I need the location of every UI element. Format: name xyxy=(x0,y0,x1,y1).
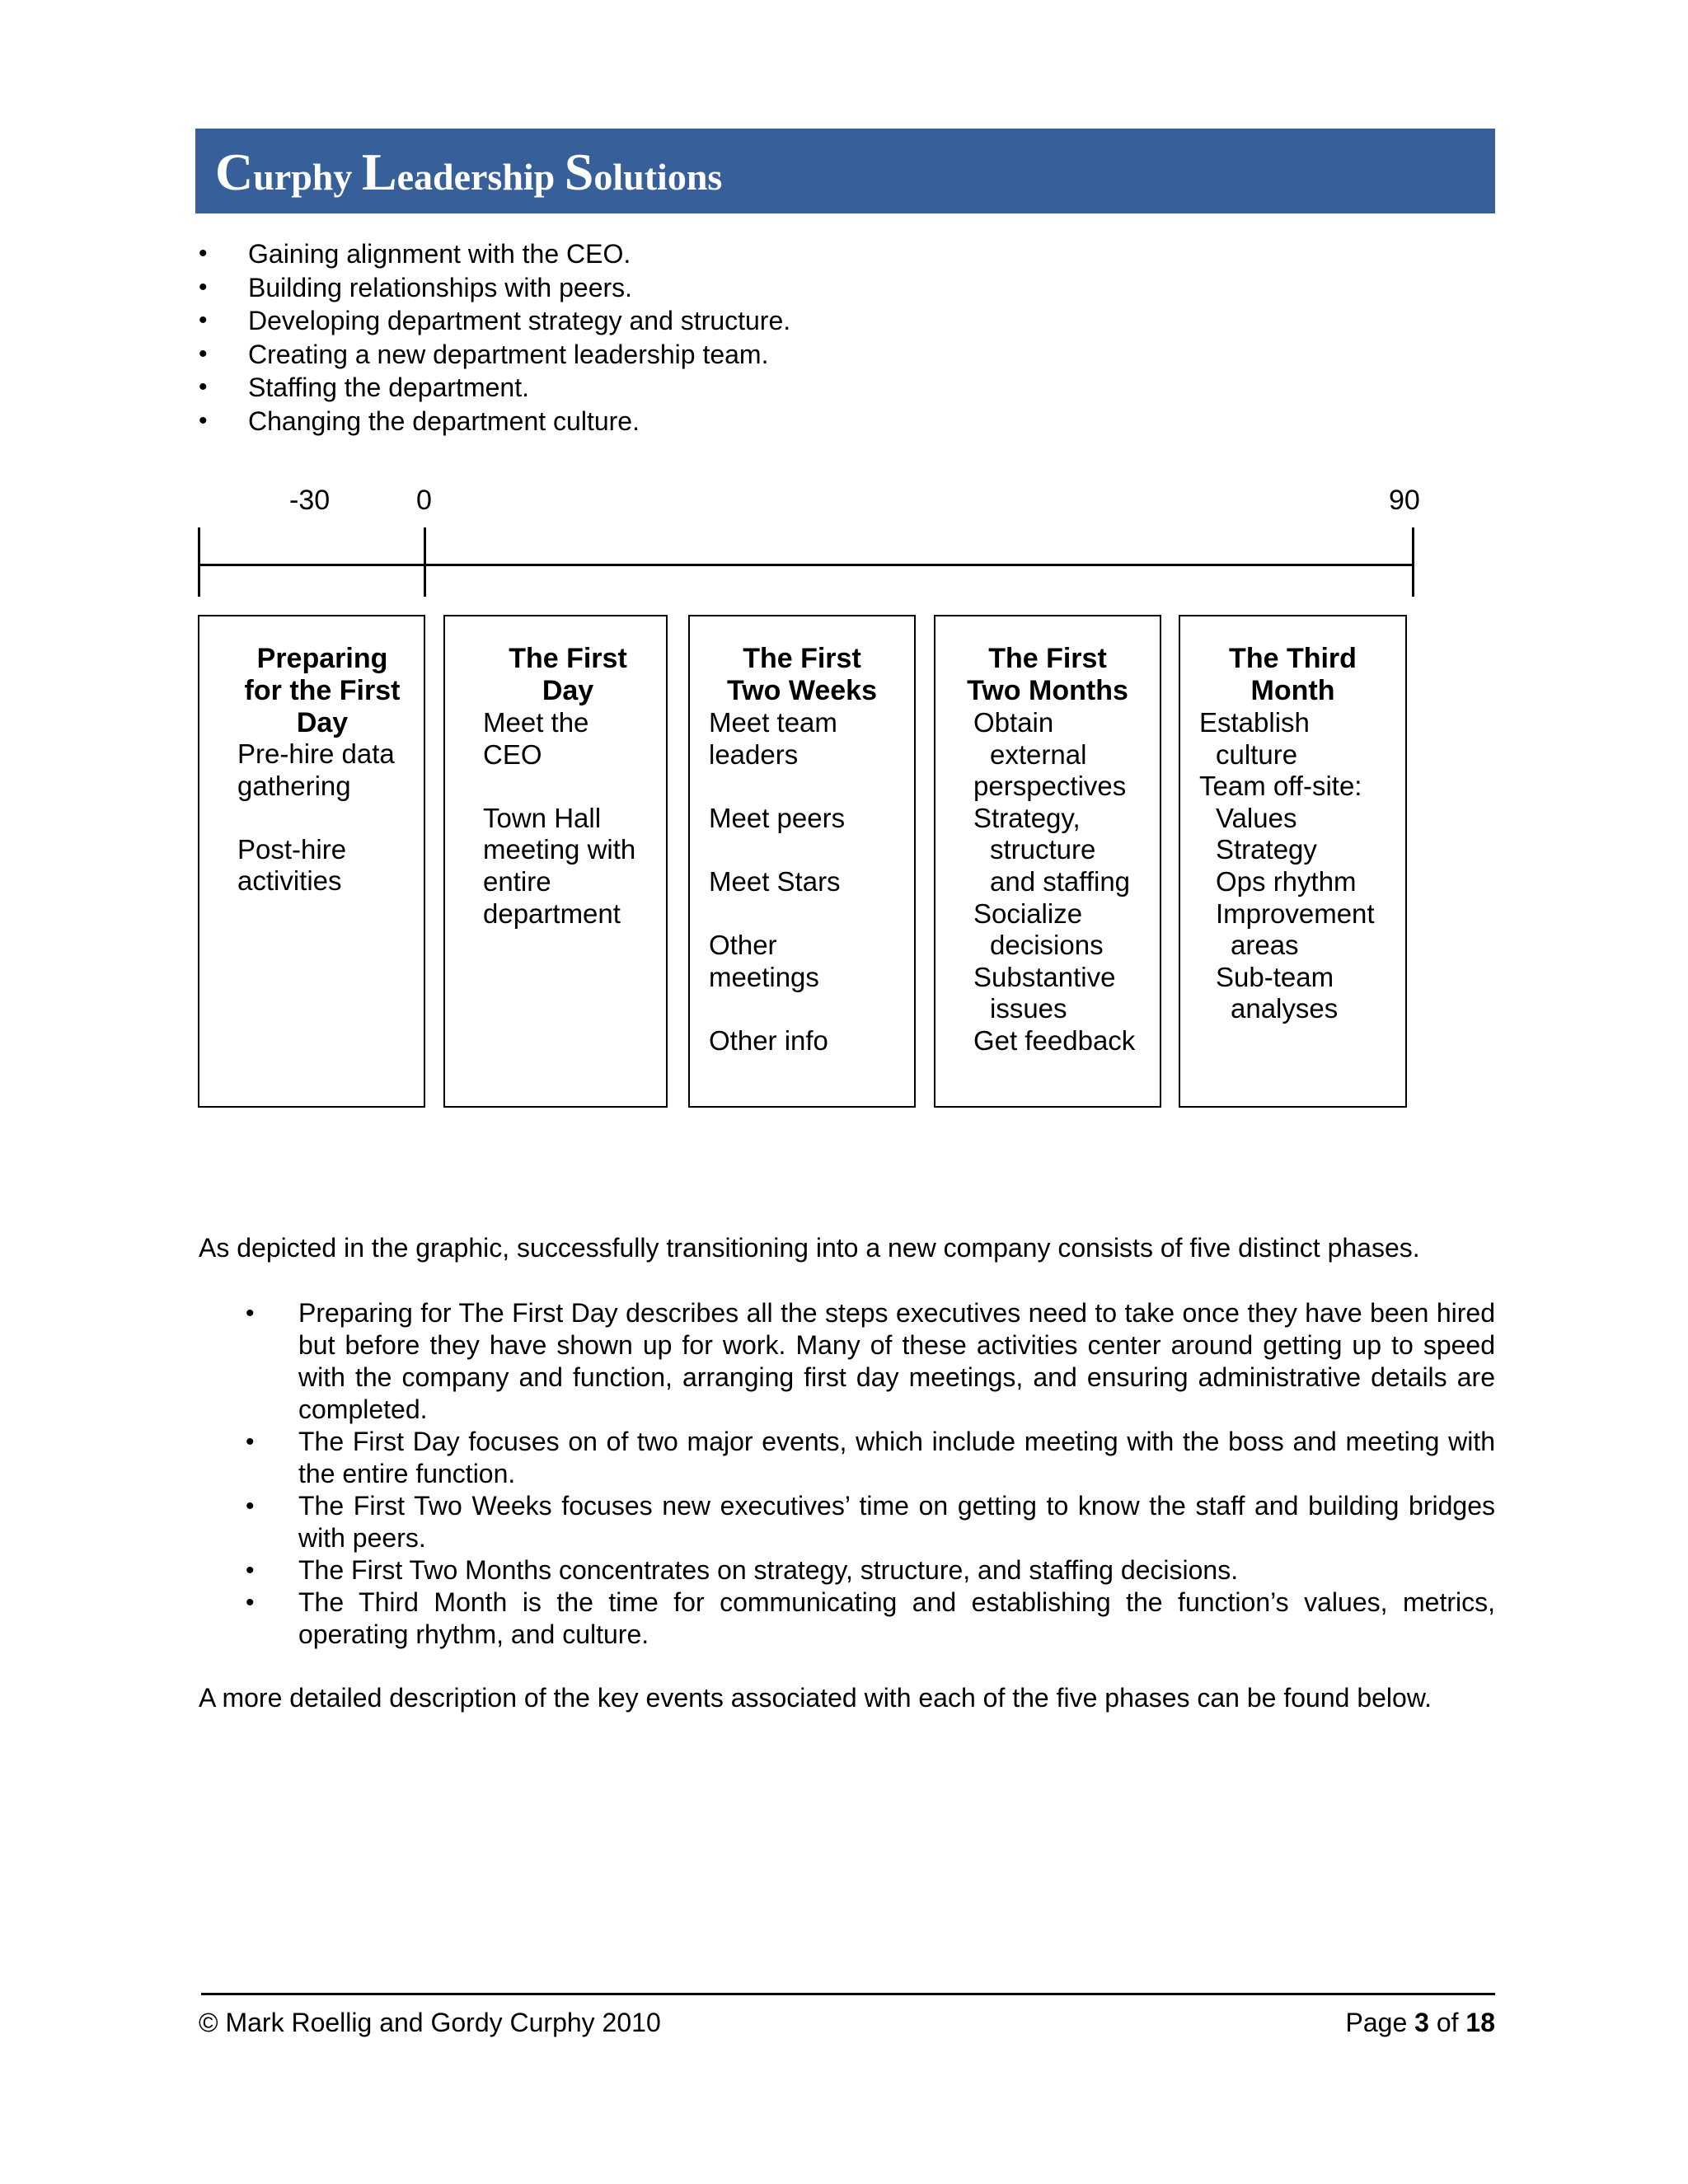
phase-descriptions xyxy=(199,1297,1495,1651)
objective-item: • Changing the department culture. xyxy=(195,405,790,438)
timeline-tick-end xyxy=(1412,527,1414,597)
title-cap-2: L xyxy=(361,143,397,201)
phase-item: Meet Stars xyxy=(709,865,841,897)
phase-item: perspectives xyxy=(973,771,1127,802)
phase-title: The Third Month xyxy=(1229,643,1357,706)
phase-items xyxy=(237,738,395,898)
phase-item: Ops rhythm xyxy=(1216,865,1357,897)
phase-item: Other xyxy=(709,930,777,961)
phase-item: Establish xyxy=(1199,707,1310,738)
objective-item: • Building relationships with peers. xyxy=(195,271,790,305)
title-rest-2: eadership xyxy=(396,156,565,198)
phase-item: Pre-hire data xyxy=(237,738,395,769)
phase-item: areas xyxy=(1231,930,1299,961)
footer-rule xyxy=(201,1993,1495,1995)
phase-item: Town Hall xyxy=(483,802,602,833)
phase-title: The First Two Months xyxy=(967,643,1128,706)
phase-box-preparing xyxy=(198,615,425,1108)
phase-items xyxy=(1199,707,1375,1025)
phase-items xyxy=(709,707,845,1057)
title-cap-1: C xyxy=(215,143,254,201)
page-current: 3 xyxy=(1414,2008,1429,2037)
phase-item: and staffing xyxy=(990,865,1131,897)
phase-description: • The Third Month is the time for communicating and establishing the function’s values, metrics, operating rhythm, and culture. xyxy=(199,1586,1495,1651)
timeline-tick-zero xyxy=(424,527,426,597)
timeline-label-zero: 0 xyxy=(416,485,432,516)
phase-title: Preparing for the First Day xyxy=(244,643,401,738)
objective-item: • Staffing the department. xyxy=(195,371,790,405)
closing-paragraph: A more detailed description of the key events associated with each of the five phases can be found below. xyxy=(199,1683,1432,1713)
timeline-axis xyxy=(198,564,1414,566)
page-sep: of xyxy=(1428,2008,1466,2037)
phase-item: Post-hire xyxy=(237,833,347,865)
phase-box-third-month xyxy=(1179,615,1407,1108)
phase-item: Values xyxy=(1216,802,1297,833)
phase-item: decisions xyxy=(990,930,1104,961)
phase-item: entire xyxy=(483,865,551,897)
phase-item: Meet peers xyxy=(709,802,846,833)
phase-item: Other info xyxy=(709,1024,828,1056)
company-name xyxy=(215,129,722,213)
timeline-label-end: 90 xyxy=(1389,485,1420,516)
phase-item: Sub-team xyxy=(1216,961,1334,992)
phase-item: meeting with xyxy=(483,834,636,865)
objective-item: • Gaining alignment with the CEO. xyxy=(195,237,790,271)
phase-item: department xyxy=(483,898,621,929)
objective-item: • Creating a new department leadership team. xyxy=(195,338,790,372)
page-prefix: Page xyxy=(1345,2008,1415,2037)
phase-item: external xyxy=(990,738,1087,770)
phase-item: Meet the xyxy=(483,707,589,738)
phase-title: The First Two Weeks xyxy=(726,643,878,706)
phase-items xyxy=(973,707,1135,1057)
phase-item: Strategy xyxy=(1216,834,1317,865)
timeline-tick-start xyxy=(198,527,200,597)
phase-item: Socialize xyxy=(973,898,1083,929)
objectives-list xyxy=(195,237,790,438)
phase-description: • The First Day focuses on of two major events, which include meeting with the boss and meeting with the entire function. xyxy=(199,1426,1495,1490)
header-banner xyxy=(195,129,1495,213)
title-rest-3: olutions xyxy=(593,156,723,198)
phase-item: gathering xyxy=(237,770,351,801)
phase-item: Improvement xyxy=(1216,898,1375,929)
phase-description: • The First Two Months concentrates on strategy, structure, and staffing decisions. xyxy=(199,1554,1495,1586)
phase-box-first-day xyxy=(443,615,668,1108)
title-rest-1: urphy xyxy=(253,156,362,198)
timeline-label-start: -30 xyxy=(289,485,331,516)
phase-item: Team off-site: xyxy=(1199,771,1362,802)
phase-description: • Preparing for The First Day describes all the steps executives need to take once they have been hired but before they have shown up for work. Many of these activities center around getting up to speed with the company and function, arranging first day meetings, and ensuring administrative details are completed. xyxy=(199,1297,1495,1426)
page-number xyxy=(1346,2008,1495,2038)
objective-item: • Developing department strategy and structure. xyxy=(195,304,790,338)
phase-item: Substantive xyxy=(973,961,1116,992)
phase-box-first-two-weeks xyxy=(688,615,916,1108)
phase-item: culture xyxy=(1216,738,1298,770)
phase-item: Meet team xyxy=(709,707,837,738)
intro-paragraph: As depicted in the graphic, successfully transitioning into a new company consists of five distinct phases. xyxy=(199,1233,1420,1263)
phase-item: meetings xyxy=(709,961,819,992)
footer-copyright: © Mark Roellig and Gordy Curphy 2010 xyxy=(199,2008,661,2037)
page-total: 18 xyxy=(1465,2008,1495,2037)
phase-item: activities xyxy=(237,865,342,897)
phase-item: CEO xyxy=(483,738,542,770)
phase-item: Obtain xyxy=(973,707,1054,738)
phase-box-first-two-months xyxy=(934,615,1161,1108)
phase-description: • The First Two Weeks focuses new executives’ time on getting to know the staff and building bridges with peers. xyxy=(199,1490,1495,1554)
phase-items xyxy=(483,707,635,930)
phase-item: structure xyxy=(990,834,1096,865)
phase-item: issues xyxy=(990,993,1067,1024)
phase-item: analyses xyxy=(1231,993,1339,1024)
phase-item: Get feedback xyxy=(973,1024,1136,1056)
phase-item: leaders xyxy=(709,738,799,770)
phase-item: Strategy, xyxy=(973,802,1081,833)
phase-title: The First Day xyxy=(509,643,627,706)
title-cap-3: S xyxy=(564,143,594,201)
